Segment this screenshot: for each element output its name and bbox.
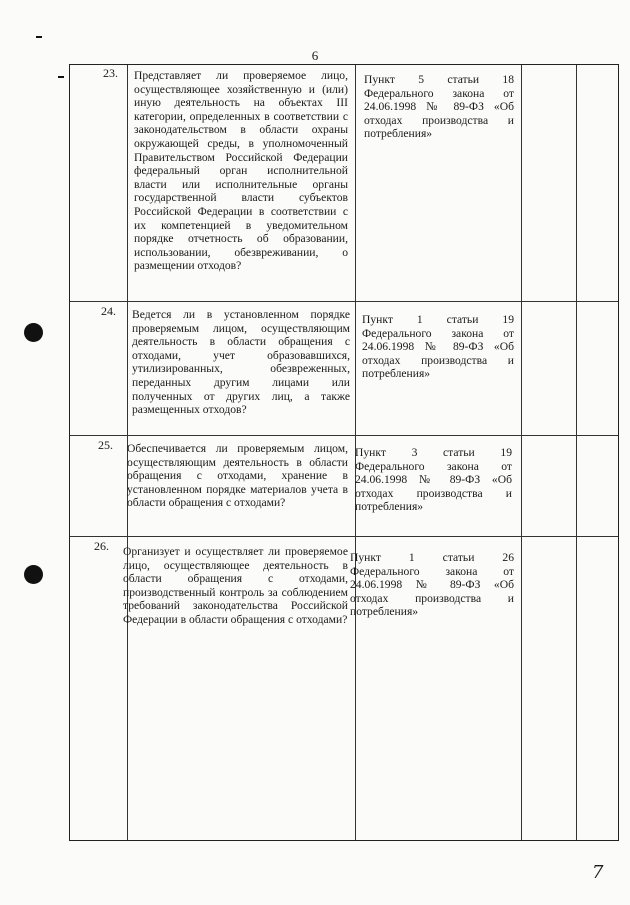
question-text: Организует и осуществляет ли проверяемое лицо, осуществляющее деятельность в области обращения с отходами, производственный контроль за соблюдением требований законодательства Российской Федерации в области обращения с отходами? xyxy=(123,545,348,626)
row-rule xyxy=(70,435,618,436)
question-text: Ведется ли в установленном порядке проверяемым лицом, осуществляющим деятельность в области обращения с отходами, учет образовавшихся, утилизированных, обезвреженных, переданных другим лицами или полученных от других лиц, а также размещенных отходов? xyxy=(132,308,350,417)
row-number: 23. xyxy=(103,66,118,80)
scan-mark xyxy=(36,36,42,38)
scan-mark xyxy=(58,76,64,78)
checklist-table xyxy=(69,64,619,841)
punch-hole-mark xyxy=(24,565,43,584)
punch-hole-mark xyxy=(24,323,43,342)
row-rule xyxy=(70,301,618,302)
legal-reference: Пункт 1 статьи 26 Федерального закона от 24.06.1998 № 89-ФЗ «Об отходах производства и потребления» xyxy=(350,551,514,619)
row-number: 25. xyxy=(98,438,113,452)
row-rule xyxy=(70,536,618,537)
question-text: Обеспечивается ли проверяемым лицом, осуществляющим деятельность в области обращения с отходами, хранение в установленном порядке материалов учета в области обращения с отходами? xyxy=(127,442,348,510)
legal-reference: Пункт 1 статьи 19 Федерального закона от 24.06.1998 № 89-ФЗ «Об отходах производства и потребления» xyxy=(362,313,514,381)
page-number: 6 xyxy=(311,48,319,63)
question-text: Представляет ли проверяемое лицо, осуществляющее хозяйственную и (или) иную деятельность на объектах III категории, определенных в соответствии с законодательством в области охраны окружающей среды, в уполномоченный Правительством Российской Федерации федеральный орган исполнительной власти или исполнительные органы государственной власти субъектов Российской Федерации в соответствии с их компетенцией в уведомительном порядке отчетность об образовании, использовании, обезвреживании, о размещении отходов? xyxy=(134,69,348,273)
handwritten-page-mark: 7 xyxy=(592,862,604,883)
column-rule xyxy=(576,65,577,840)
legal-reference: Пункт 5 статьи 18 Федерального закона от 24.06.1998 № 89-ФЗ «Об отходах производства и потребления» xyxy=(364,73,514,141)
row-number: 24. xyxy=(101,304,116,318)
row-number: 26. xyxy=(94,539,109,553)
legal-reference: Пункт 3 статьи 19 Федерального закона от 24.06.1998 № 89-ФЗ «Об отходах производства и потребления» xyxy=(355,446,512,514)
column-rule xyxy=(521,65,522,840)
